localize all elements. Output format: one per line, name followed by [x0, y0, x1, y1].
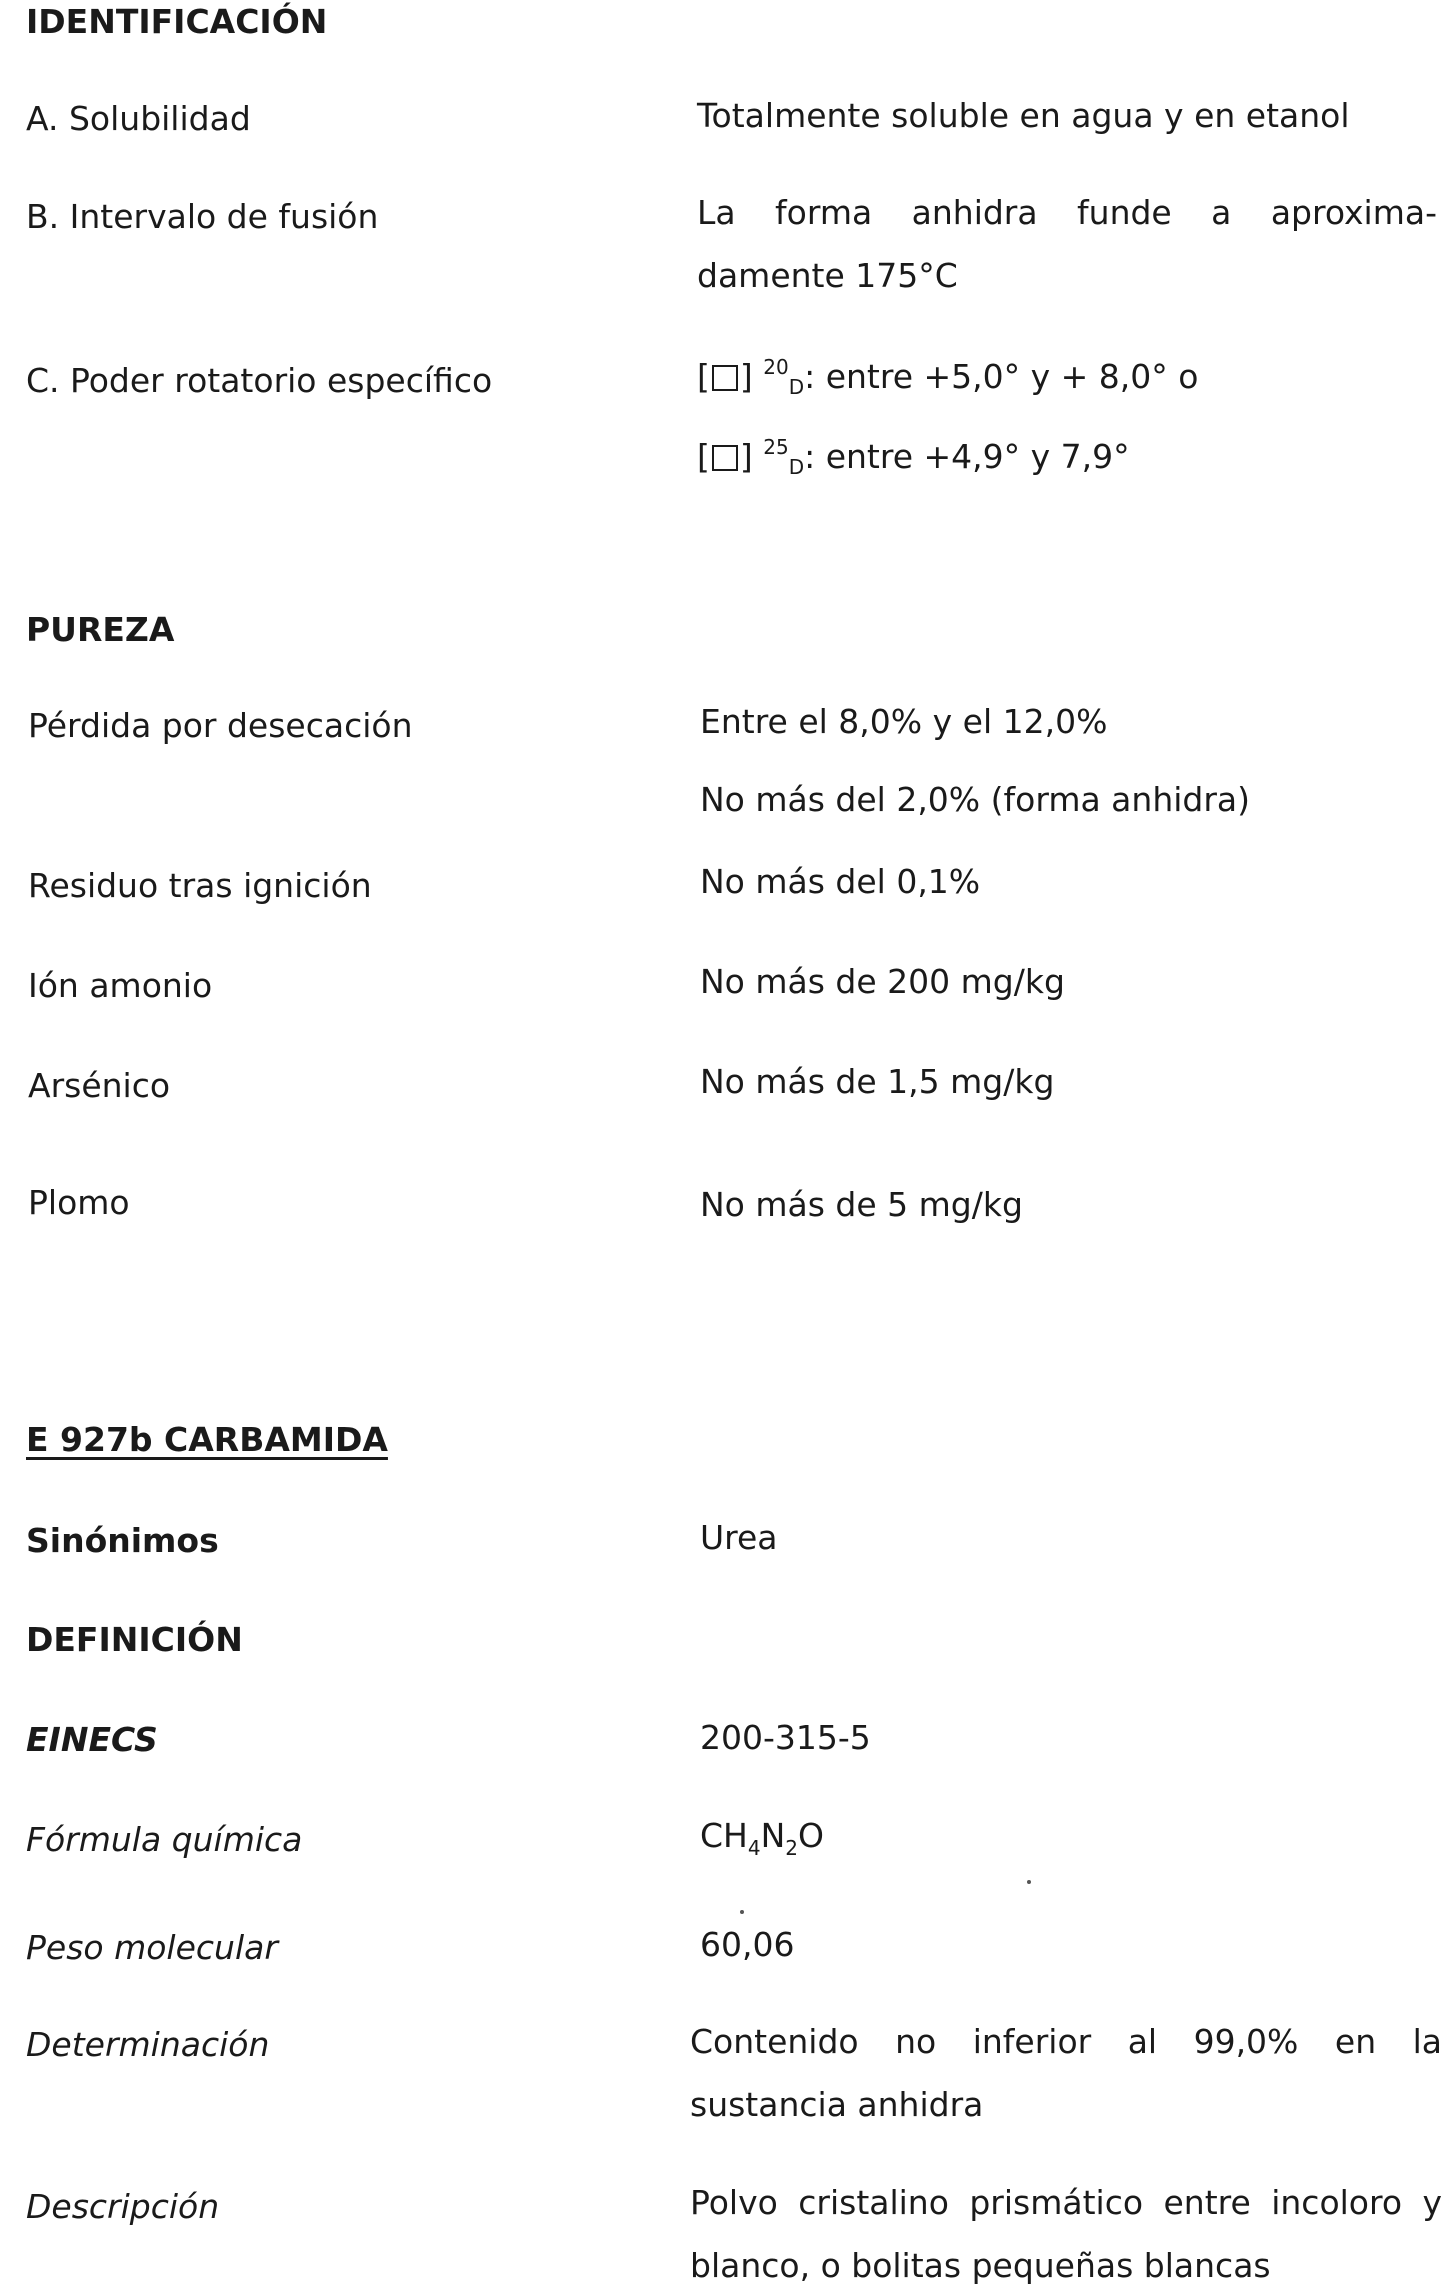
scan-speck [1027, 1880, 1031, 1884]
peso-value: 60,06 [700, 1925, 795, 1964]
perdida-label: Pérdida por desecación [28, 706, 413, 745]
determinacion-value-line1: Contenido no inferior al 99,0% en la [690, 2022, 1442, 2061]
arsenico-label: Arsénico [28, 1066, 171, 1105]
solubilidad-value: Totalmente soluble en agua y en etanol [697, 96, 1350, 135]
solubilidad-label: A. Solubilidad [26, 99, 251, 138]
temperature-superscript: 20 [763, 355, 789, 379]
formula-part: O [798, 1816, 824, 1855]
residuo-value: No más del 0,1% [700, 862, 981, 901]
residuo-label: Residuo tras ignición [28, 866, 372, 905]
descripcion-value-line2: blanco, o bolitas pequeñas blancas [690, 2246, 1271, 2285]
formula-value [700, 1816, 824, 1860]
temperature-superscript: 25 [763, 435, 789, 459]
missing-glyph-box-icon [712, 365, 738, 391]
plomo-label: Plomo [28, 1183, 130, 1222]
perdida-value-2: No más del 2,0% (forma anhidra) [700, 780, 1251, 819]
scan-speck [740, 1910, 744, 1914]
peso-label: Peso molecular [26, 1928, 278, 1967]
formula-subscript: 4 [747, 1836, 761, 1860]
einecs-value: 200-315-5 [700, 1718, 871, 1757]
rotatorio-value-2 [697, 437, 1130, 487]
rotatorio-label: C. Poder rotatorio específico [26, 361, 493, 400]
d-subscript: D [788, 455, 805, 479]
determinacion-label: Determinación [26, 2025, 270, 2064]
missing-glyph-box-icon [712, 445, 738, 471]
section-heading-identificacion: IDENTIFICACIÓN [26, 2, 328, 41]
einecs-label: EINECS [26, 1720, 158, 1759]
fusion-label: B. Intervalo de fusión [26, 197, 379, 236]
section-heading-carbamida: E 927b CARBAMIDA [26, 1420, 388, 1459]
rotatorio-value-1 [697, 357, 1198, 407]
fusion-value-line1: La forma anhidra funde a aproxima- [697, 193, 1437, 232]
bracket-open: [ [697, 437, 710, 476]
plomo-value: No más de 5 mg/kg [700, 1185, 1023, 1224]
formula-subscript: 2 [785, 1836, 799, 1860]
bracket-close: ] [739, 357, 753, 396]
rotatorio-range-2: : entre +4,9° y 7,9° [804, 437, 1130, 476]
bracket-open: [ [697, 357, 710, 396]
amonio-label: Ión amonio [28, 966, 213, 1005]
determinacion-value-line2: sustancia anhidra [690, 2085, 984, 2124]
sinonimos-label: Sinónimos [26, 1521, 219, 1560]
descripcion-value-line1: Polvo cristalino prismático entre incoloro y [690, 2183, 1442, 2222]
rotatorio-range-1: : entre +5,0° y + 8,0° o [804, 357, 1199, 396]
section-heading-pureza: PUREZA [26, 610, 175, 649]
bracket-close: ] [739, 437, 753, 476]
descripcion-label: Descripción [26, 2187, 220, 2226]
definicion-heading: DEFINICIÓN [26, 1620, 243, 1659]
arsenico-value: No más de 1,5 mg/kg [700, 1062, 1055, 1101]
formula-part: N [760, 1816, 786, 1855]
formula-part: CH [700, 1816, 748, 1855]
formula-label: Fórmula química [26, 1820, 303, 1859]
amonio-value: No más de 200 mg/kg [700, 962, 1065, 1001]
d-subscript: D [788, 375, 805, 399]
fusion-value-line2: damente 175°C [697, 256, 958, 295]
sinonimos-value: Urea [700, 1518, 778, 1557]
perdida-value-1: Entre el 8,0% y el 12,0% [700, 702, 1108, 741]
